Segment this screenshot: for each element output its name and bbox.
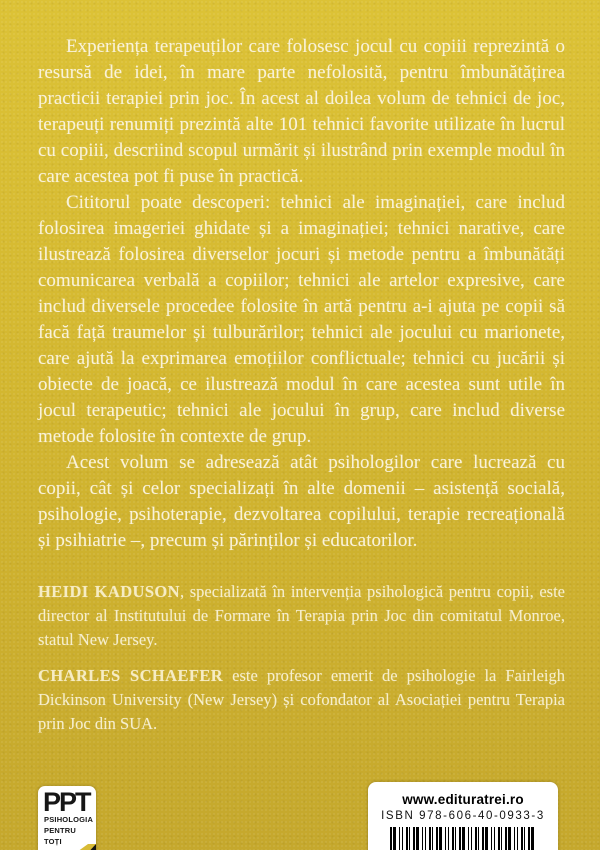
isbn-number: ISBN 978-606-40-0933-3 xyxy=(381,810,545,822)
publisher-logo-line-1: PSIHOLOGIA xyxy=(44,815,94,824)
synopsis-paragraph-2: Cititorul poate descoperi: tehnici ale imaginației, care includ folosirea imageriei ghidate și a imaginației; tehnici narative, care ilustrează folosirea diverselor jocuri și metode pentru a îmbunătăți comunicarea verbală a copiilor; tehnici ale artelor expresive, care includ diversele procedee folosite în artă pentru a-i ajuta pe copii să facă față traumelor și tulburărilor; tehnici ale jocului cu marionete, care ajută la exprimarea emoțiilor conflictuale; tehnici cu jucării și obiecte de joacă, ce ilustrează modul în care acestea sunt utile în jocul terapeutic; tehnici ale jocului în grup, care includ diverse metode folosite în contexte de grup. xyxy=(38,192,565,447)
isbn-barcode-box xyxy=(368,782,558,850)
author-name-schaefer: CHARLES SCHAEFER xyxy=(38,666,224,685)
synopsis-paragraph-3: Acest volum se adresează atât psihologilor care lucrează cu copii, cât și celor specializați în alte domenii – asistență socială, psihologie, psihoterapie, dezvoltarea copilului, terapie recreațională și psihiatrie –, precum și părinților și educatorilor. xyxy=(38,452,565,551)
synopsis-paragraph-1: Experiența terapeuților care folosesc jocul cu copiii reprezintă o resursă de idei, în mare parte nefolosită, pentru îmbunătățirea practicii terapiei prin joc. În acest al doilea volum de tehnici de joc, terapeuți renumiți prezintă alte 101 tehnici favorite utilizate în lucrul cu copiii, descriind scopul urmărit și ilustrând prin exemple modul în care acestea pot fi puse în practică. xyxy=(38,36,565,187)
publisher-logo-line-2: PENTRU xyxy=(44,826,77,835)
publisher-logo xyxy=(38,786,96,850)
author-bio-kaduson xyxy=(38,580,565,652)
publisher-website: www.edituratrei.ro xyxy=(402,792,524,807)
author-name-kaduson: HEIDI KADUSON xyxy=(38,582,180,601)
back-cover-text xyxy=(38,34,565,748)
author-bios xyxy=(38,580,565,736)
publisher-logo-acronym: PPT xyxy=(43,787,90,817)
author-bio-kaduson-text: , specializată în intervenția psihologică pentru copii, este director al Institutului de Formare în Terapia prin Joc din comitatul Monroe, statul New Jersey. xyxy=(38,582,566,649)
barcode-icon xyxy=(390,827,536,850)
author-bio-schaefer xyxy=(38,664,565,736)
author-bio-schaefer-text: este profesor emerit de psihologie la Fairleigh Dickinson University (New Jersey) și cofondator al Asociației pentru Terapia prin Joc din SUA. xyxy=(38,666,565,733)
logo-swoosh-icon xyxy=(38,844,96,850)
publisher-logo-line-3: TOȚI xyxy=(44,837,62,846)
